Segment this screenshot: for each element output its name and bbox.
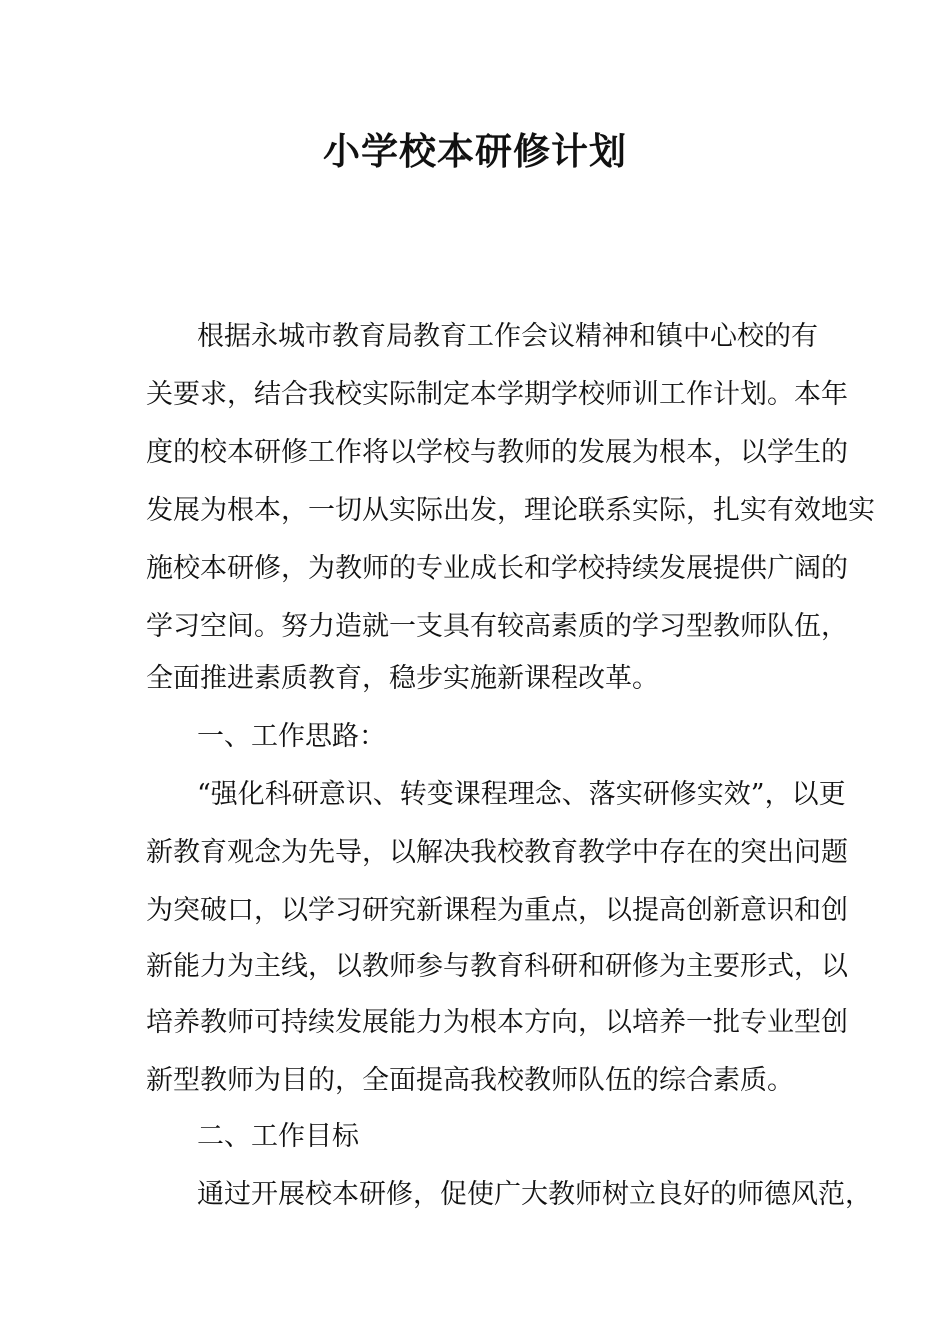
document-title: 小学校本研修计划	[323, 129, 627, 173]
text-line: 施校本研修，为教师的专业成长和学校持续发展提供广阔的	[146, 553, 848, 584]
text-line: 新型教师为目的，全面提高我校教师队伍的综合素质。	[146, 1065, 794, 1096]
text-line: 发展为根本，一切从实际出发，理论联系实际，扎实有效地实	[146, 495, 875, 526]
text-line: 全面推进素质教育，稳步实施新课程改革。	[146, 663, 659, 694]
text-line: 关要求，结合我校实际制定本学期学校师训工作计划。本年	[146, 379, 848, 410]
text-line: 学习空间。努力造就一支具有较高素质的学习型教师队伍，	[146, 611, 848, 642]
text-line: “强化科研意识、转变课程理念、落实研修实效”，以更	[197, 779, 846, 810]
section-heading: 一、工作思路：	[197, 721, 386, 752]
text-line: 根据永城市教育局教育工作会议精神和镇中心校的有	[197, 321, 818, 352]
text-line: 通过开展校本研修，促使广大教师树立良好的师德风范，	[197, 1179, 872, 1210]
text-line: 为突破口，以学习研究新课程为重点，以提高创新意识和创	[146, 895, 848, 926]
text-line: 培养教师可持续发展能力为根本方向，以培养一批专业型创	[146, 1007, 848, 1038]
section-heading: 二、工作目标	[197, 1121, 359, 1152]
text-line: 新教育观念为先导，以解决我校教育教学中存在的突出问题	[146, 837, 848, 868]
text-line: 新能力为主线，以教师参与教育科研和研修为主要形式，以	[146, 951, 848, 982]
text-line: 度的校本研修工作将以学校与教师的发展为根本，以学生的	[146, 437, 848, 468]
